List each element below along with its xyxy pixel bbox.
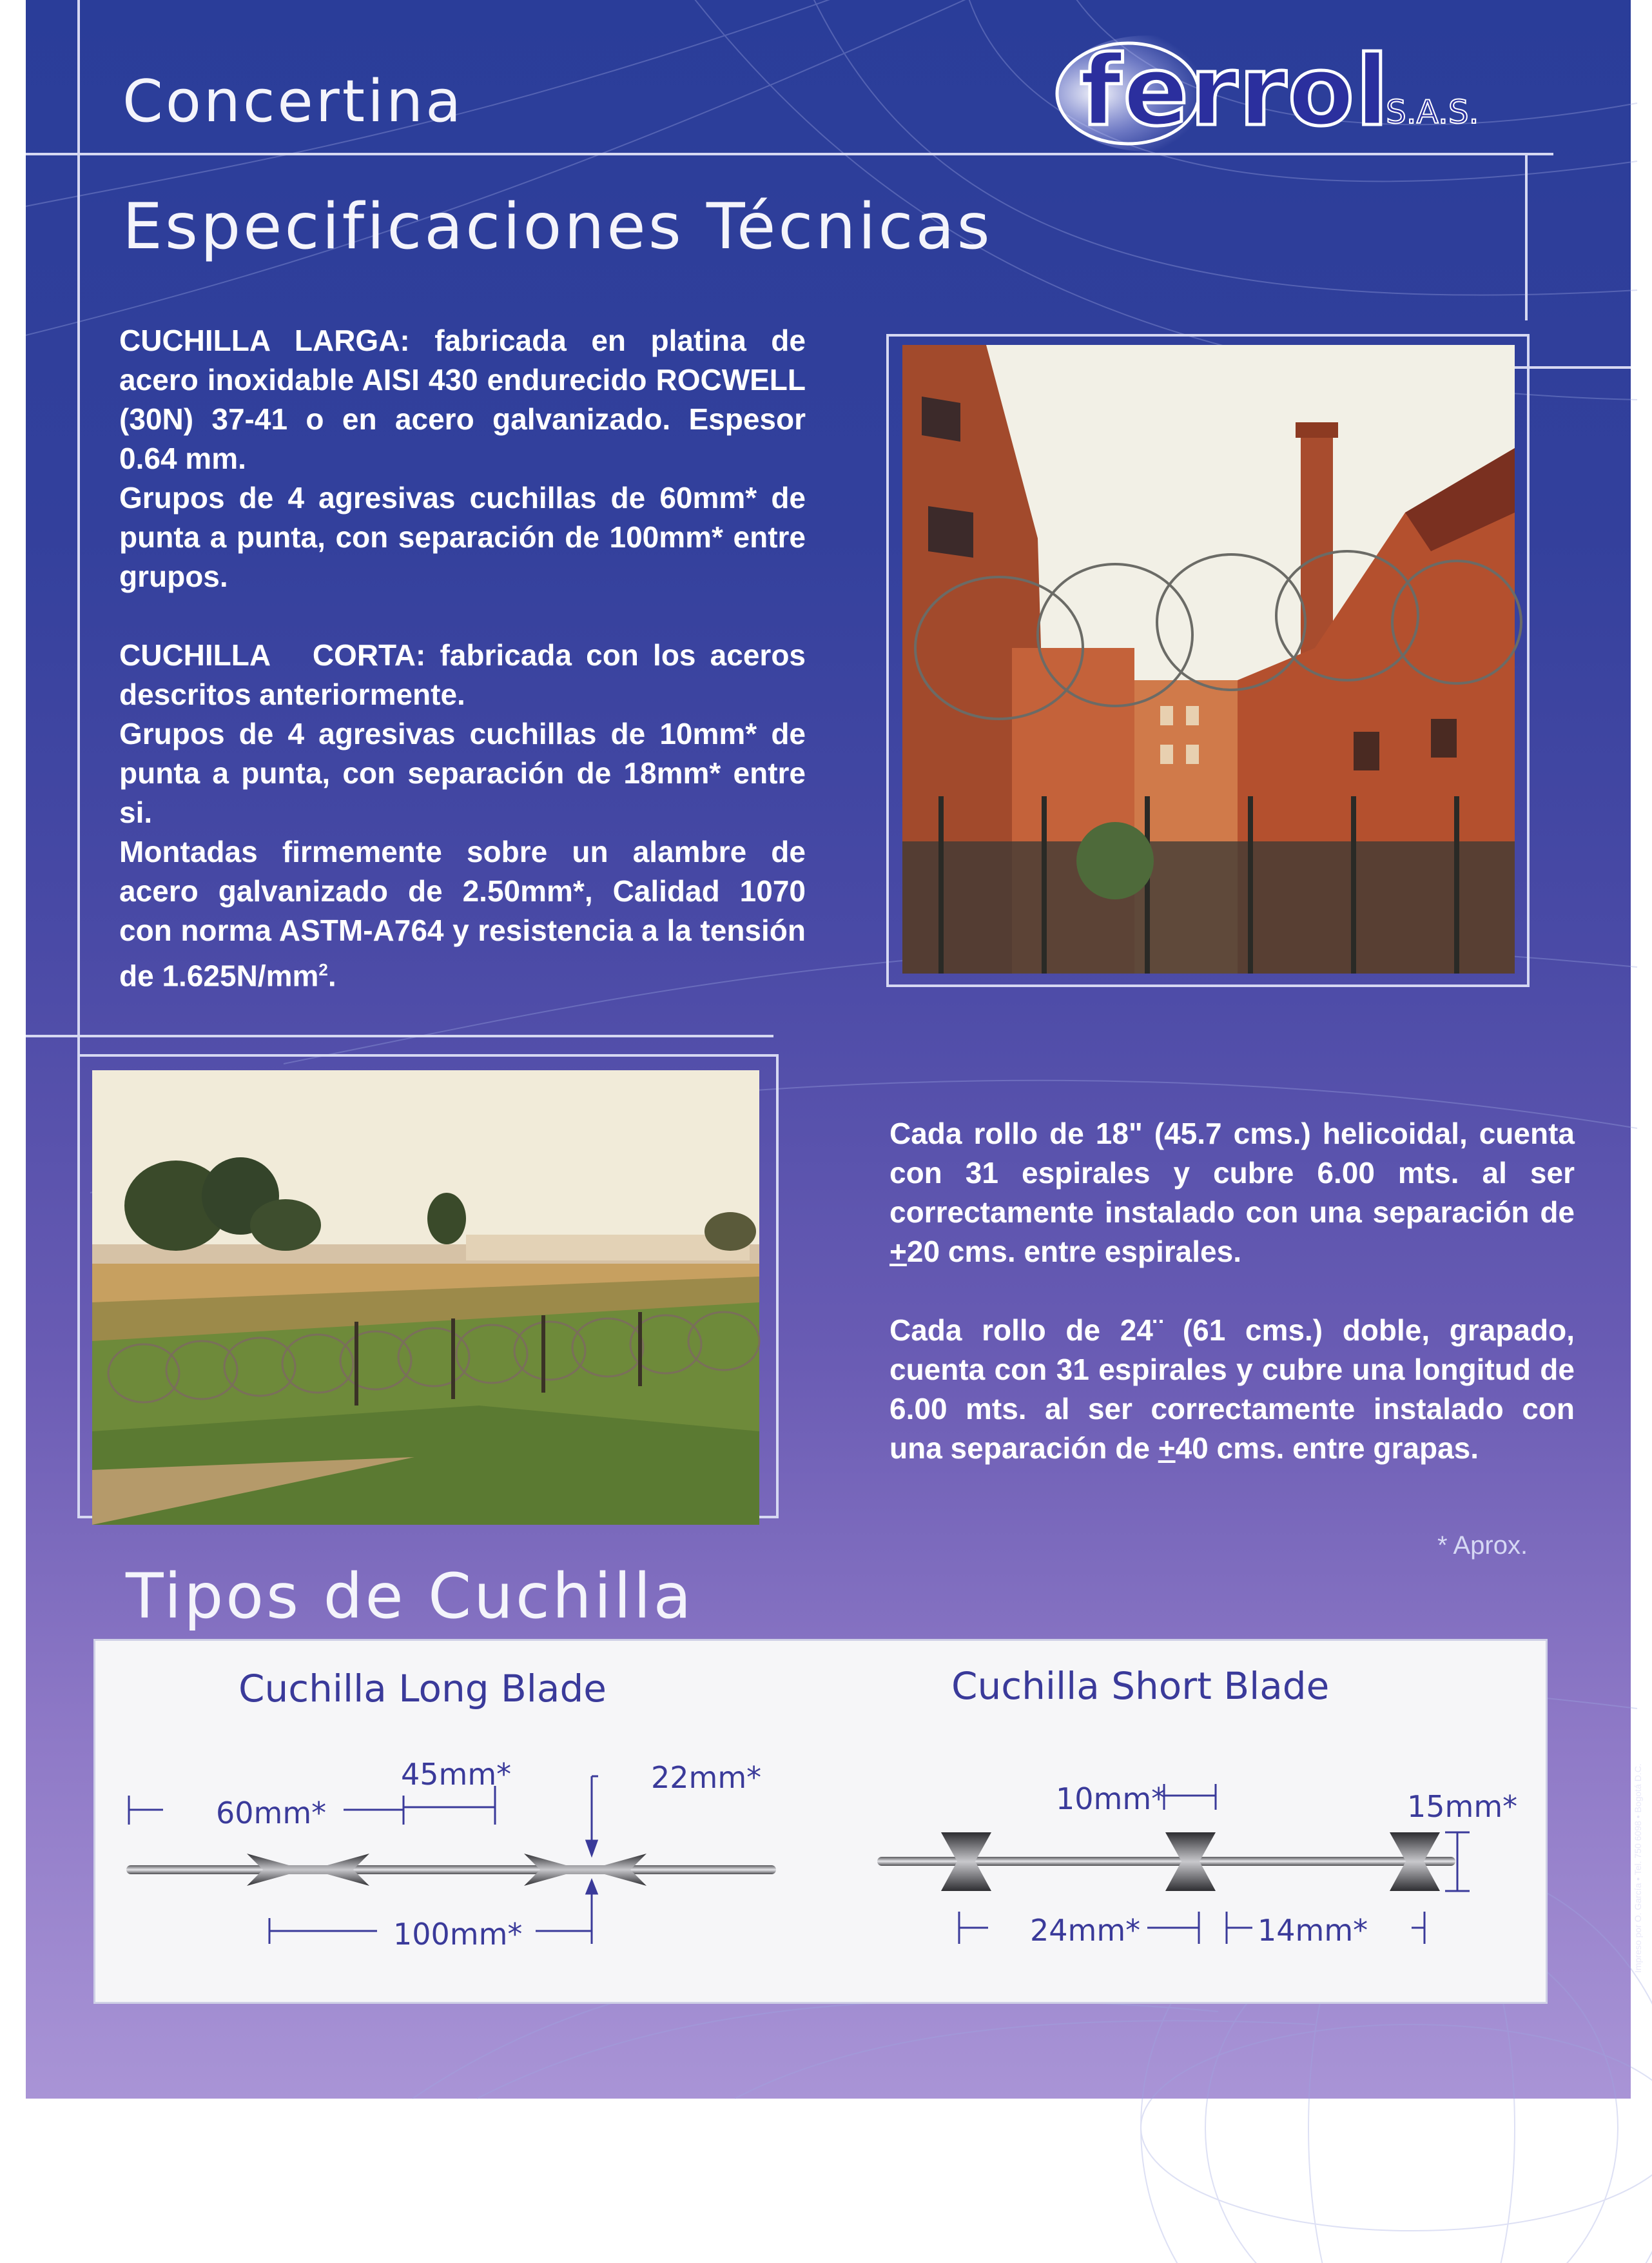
long-blade-wire <box>126 1854 776 1886</box>
section-title-types: Tipos de Cuchilla <box>126 1560 694 1632</box>
long-blade-dimension-lines <box>129 1776 598 1944</box>
ferrol-logo <box>1051 29 1540 152</box>
dim-15mm: 15mm* <box>1407 1789 1518 1824</box>
page-title: Concertina <box>122 68 464 135</box>
dim-45mm: 45mm* <box>401 1757 512 1792</box>
logo-wordmark: ferrol <box>1080 35 1390 148</box>
field-photo <box>92 1070 759 1525</box>
dim-60mm: 60mm* <box>216 1796 327 1830</box>
dim-22mm: 22mm* <box>651 1760 762 1795</box>
dim-100mm: 100mm* <box>393 1917 523 1952</box>
logo-suffix: S.A.S. <box>1386 93 1479 131</box>
frame-line-top <box>26 153 1553 155</box>
rolls-text <box>889 1114 1575 1468</box>
dim-10mm: 10mm* <box>1056 1781 1167 1816</box>
approx-note: * Aprox. <box>1437 1531 1528 1560</box>
dim-24mm: 24mm* <box>1030 1913 1141 1948</box>
short-blade-groups: Grupos de 4 agresivas cuchillas de 10mm* de punta a punta, con separación de 18mm* entre si. <box>119 717 806 829</box>
long-blade-label: CUCHILLA LARGA: <box>119 324 410 357</box>
frame-line-right <box>1525 153 1528 320</box>
short-blade-title: Cuchilla Short Blade <box>951 1664 1330 1708</box>
long-blade-title: Cuchilla Long Blade <box>238 1667 607 1710</box>
blade-types-panel <box>95 1641 1546 2002</box>
long-blade-spec: CUCHILLA LARGA: fabricada en platina de acero inoxidable AISI 430 endurecido ROCWELL (30N) 37-41 o en acero galvanizado. Espesor 0.64 mm. <box>119 324 806 475</box>
frame-line-left <box>77 0 80 1212</box>
wire-spec: Montadas firmemente sobre un alambre de acero galvanizado de 2.50mm*, Calidad 1070 con norma ASTM-A764 y resistencia a la tensión de $1.625N/mm^2$. <box>119 835 806 993</box>
frame-line-middle <box>26 1035 773 1037</box>
specs-text <box>119 321 806 995</box>
long-blade-group-1 <box>247 1854 369 1886</box>
short-blade-spec: CUCHILLA CORTA: fabricada con los aceros descritos anteriormente. <box>119 638 806 711</box>
printer-note: Impreso por O. García • Tel. 750 6098 • Bogotá D.C. <box>1633 1763 1643 1973</box>
roll-18-spec: Cada rollo de 18" (45.7 cms.) helicoidal, cuenta con 31 espirales y cubre 6.00 mts. al ser correctamente instalado con una separación de +20 cms. entre espirales. <box>889 1117 1575 1268</box>
long-blade-groups: Grupos de 4 agresivas cuchillas de 60mm* de punta a punta, con separación de 100mm* entre grupos. <box>119 481 806 593</box>
roll-24-spec: Cada rollo de 24¨ (61 cms.) doble, grapado, cuenta con 31 espirales y cubre una longitud de 6.00 mts. al ser correctamente instalado con una separación de +40 cms. entre grapas. <box>889 1313 1575 1465</box>
building-photo <box>902 345 1515 974</box>
section-title-specs: Especificaciones Técnicas <box>122 190 993 264</box>
short-blade-wire <box>877 1832 1455 1891</box>
short-blade-label: CUCHILLA CORTA: <box>119 638 426 672</box>
long-blade-group-2 <box>524 1854 646 1886</box>
dim-14mm: 14mm* <box>1258 1913 1368 1948</box>
